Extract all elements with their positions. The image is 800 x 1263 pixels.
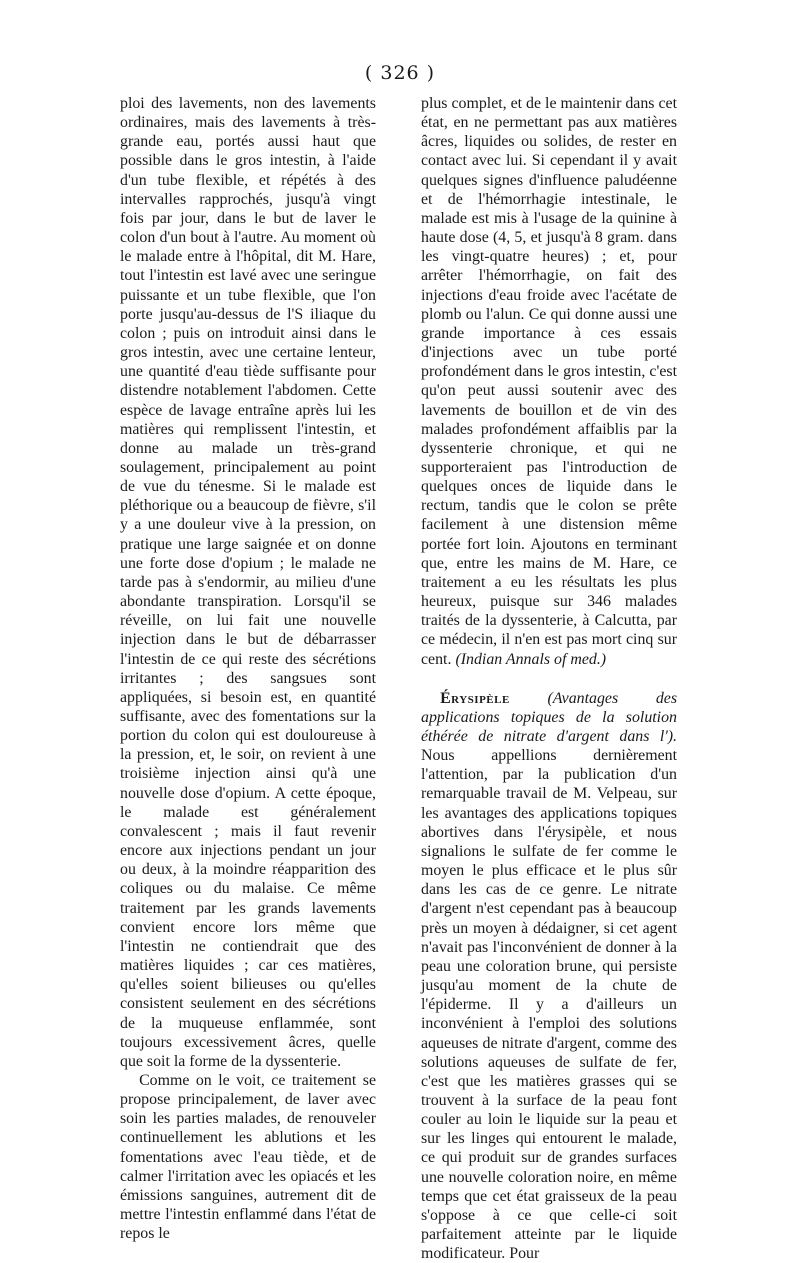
right-column bbox=[421, 94, 677, 1263]
left-column bbox=[120, 94, 376, 1243]
section-subtitle: (Avantages des applications topiques de la solution éthérée de nitrate d'argent dans l'). bbox=[421, 689, 677, 745]
left-paragraph-1: ploi des lavements, non des lavements ordinaires, mais des lavements à très-grande eau, portés aussi haut que possible dans le gros intestin, à l'aide d'un tube flexible, et répétés à des intervalles rapprochés, jusqu'à vingt fois par jour, dans le but de laver le colon d'un bout à l'autre. Au moment où le malade entre à l'hôpital, dit M. Hare, tout l'intestin est lavé avec une seringue puissante et un tube flexible, que l'on porte jusqu'au-dessus de l'S iliaque du colon ; puis on introduit ainsi dans le gros intestin, avec une certaine lenteur, une quantité d'eau tiède suffisante pour distendre notablement l'abdomen. Cette espèce de lavage entraîne après lui les matières qui remplissent l'intestin, et donne au malade un très-grand soulagement, principalement au point de vue du ténesme. Si le malade est pléthorique ou a beaucoup de fièvre, s'il y a une douleur vive à la pression, on pratique une large saignée et on donne une forte dose d'opium ; le malade ne tarde pas à s'endormir, au milieu d'une abondante transpiration. Lorsqu'il se réveille, on lui fait une nouvelle injection dans le but de débarrasser l'intestin de ce qui reste des sécrétions irritantes ; des sangsues sont appliquées, si besoin est, en quantité suffisante, avec des fomentations sur la portion du colon qui est douloureuse à la pression, et, le soir, on revient à une troisième injection ainsi qu'à une nouvelle dose d'opium. A cette époque, le malade est généralement convalescent ; mais il faut revenir encore aux injections pendant un jour ou deux, à la moindre réapparition des coliques ou du malaise. Ce même traitement par les grands lavements convient encore lors même que l'intestin ne contiendrait que des matières liquides ; car ces matières, qu'elles soient bilieuses ou qu'elles consistent seulement en des sécrétions de la muqueuse enflammée, sont toujours excessivement âcres, quelle que soit la forme de la dyssenterie. bbox=[120, 95, 376, 1070]
section-erysipele bbox=[421, 689, 677, 1263]
right-paragraph-1-text: plus complet, et de le maintenir dans cet état, en ne permettant pas aux matières âcres, liquides ou solides, de rester en contact avec lui. Si cependant il y avait quelques signes d'influence paludéenne et de l'hémorrhagie intestinale, le malade est mis à l'usage de la quinine à haute dose (4, 5, et jusqu'à 8 gram. dans les vingt-quatre heures) ; et, pour arrêter l'hémorrhagie, on fait des injections d'eau froide avec l'acétate de plomb ou l'alun. Ce qui donne aussi une grande importance à ces essais d'injections avec un tube porté profondément dans le gros intestin, c'est qu'on peut aussi soutenir avec des lavements de bouillon et de vin des malades profondément affaiblis par la dyssenterie chronique, et qui ne supporteraient pas l'introduction de quelques onces de liquide dans le rectum, tandis que le colon se prête facilement à une distension même portée fort loin. Ajoutons en terminant que, entre les mains de M. Hare, ce traitement a eu les résultats les plus heureux, puisque sur 346 malades traités de la dyssenterie, à Calcutta, par ce médecin, il n'en est pas mort cinq sur cent. bbox=[421, 95, 677, 668]
right-paragraph-2: Nous appellions dernièrement l'attention, par la publication d'un remarquable travail de M. Velpeau, sur les avantages des applications topiques abortives dans l'érysipèle, et nous signalions le sulfate de fer comme le moyen le plus efficace et le plus sûr dans les cas de ce genre. Le nitrate d'argent n'est cependant pas à beaucoup près un moyen à dédaigner, si cet agent n'avait pas l'inconvénient de donner à la peau une coloration brune, qui persiste jusqu'au moment de la chute de l'épiderme. Il y a d'ailleurs un inconvénient à l'emploi des solutions aqueuses de nitrate d'argent, comme des solutions aqueuses de sulfate de fer, c'est que les matières grasses qui se trouvent à la surface de la peau font couler au loin le liquide sur la peau et sur les linges qui entourent le malade, ce qui produit sur de grandes surfaces une nouvelle coloration noire, en même temps que cet état graisseux de la peau s'oppose à ce que celle-ci soit parfaitement atteinte par le liquide modificateur. Pour bbox=[421, 747, 677, 1263]
left-paragraph-2: Comme on le voit, ce traitement se propose principalement, de laver avec soin les parties malades, de renouveler continuellement les ablutions et les fomentations avec l'eau tiède, et de calmer l'irritation avec les opiacés et les émissions sanguines, autrement dit de mettre l'intestin enflammé dans l'état de repos le bbox=[120, 1071, 376, 1243]
section-heading: Érysipèle bbox=[440, 689, 510, 707]
citation: (Indian Annals of med.) bbox=[455, 650, 607, 668]
page-number: ( 326 ) bbox=[364, 62, 436, 84]
right-paragraph-1 bbox=[421, 94, 677, 669]
